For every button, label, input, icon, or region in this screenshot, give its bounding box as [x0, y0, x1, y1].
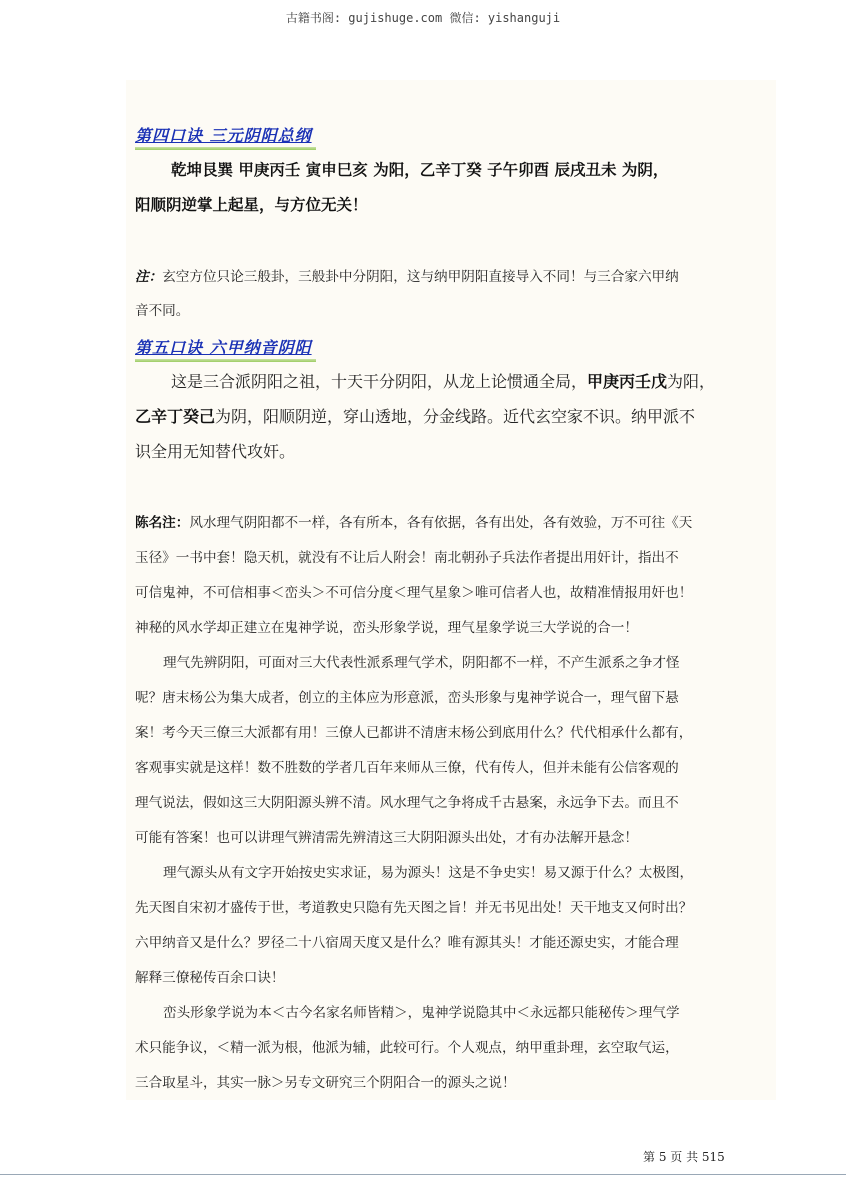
commentary-line-9: 可能有答案！也可以讲理气辨清需先辨清这三大阴阳源头出处，才有办法解开悬念！ — [135, 830, 638, 846]
section4-heading-text: 第四口诀 三元阴阳总纲 — [135, 126, 312, 145]
commentary-line-16: 三合取星斗，其实一脉＞另专文研究三个阴阳合一的源头之说！ — [135, 1075, 516, 1091]
section5-heading-text: 第五口诀 六甲纳音阴阳 — [135, 338, 312, 357]
note-label: 注： — [135, 269, 163, 285]
section5-heading — [135, 335, 312, 358]
section4-note-line1 — [135, 265, 679, 285]
heading-underline-decoration — [135, 359, 316, 362]
section4-rule-line2: 阳顺阴逆掌上起星，与方位无关！ — [135, 195, 368, 214]
heading-underline-decoration — [135, 147, 316, 150]
section4-note-line2: 音不同。 — [135, 303, 190, 319]
commentary-line-13: 解释三僚秘传百余口诀！ — [135, 970, 285, 986]
section4-heading — [135, 123, 312, 146]
yang-stems: 甲庚丙壬戊 — [587, 372, 668, 391]
commentary-line-1: 玉径》一书中套！隐天机，就没有不让后人附会！南北朝孙子兵法作者提出用奸计，指出不 — [135, 550, 679, 566]
watermark-header: 古籍书阁: gujishuge.com 微信: yishanguji — [285, 11, 561, 25]
yin-stems: 乙辛丁癸己 — [135, 407, 216, 426]
commentary-line-10: 理气源头从有文字开始按史实求证，易为源头！这是不争史实！易又源于什么？太极图， — [163, 865, 694, 881]
section5-p1-line2 — [135, 404, 695, 427]
commentary-line-6: 案！考今天三僚三大派都有用！三僚人已都讲不清唐末杨公到底用什么？代代相承什么都有， — [135, 725, 693, 741]
commentary-line-12: 六甲纳音又是什么？罗径二十八宿周天度又是什么？唯有源其头！才能还源史实，才能合理 — [135, 935, 679, 951]
commentary-line-4: 理气先辨阴阳，可面对三大代表性派系理气学术，阴阳都不一样，不产生派系之争才怪 — [163, 655, 680, 671]
commentary-label: 陈名注： — [135, 515, 190, 531]
commentary-line-11: 先天图自宋初才盛传于世，考道教史只隐有先天图之旨！并无书见出处！天干地支又何时出？ — [135, 900, 693, 916]
p1-line2-text: 为阴，阳顺阴逆，穿山透地，分金线路。近代玄空家不识。纳甲派不 — [215, 407, 696, 426]
commentary-line-15: 术只能争议，＜精一派为根，他派为辅，此较可行。个人观点，纳甲重卦理，玄空取气运， — [135, 1040, 679, 1056]
commentary-line-3: 神秘的风水学却正建立在鬼神学说，峦头形象学说，理气星象学说三大学说的合一！ — [135, 620, 638, 636]
p1-line1-tail: 为阳， — [667, 372, 716, 391]
commentary-line-8: 理气说法，假如这三大阴阳源头辨不清。风水理气之争将成千古悬案，永远争下去。而且不 — [135, 795, 679, 811]
commentary-line-2: 可信鬼神，不可信相事＜峦头＞不可信分度＜理气星象＞唯可信者人也，故精准情报用奸也！ — [135, 585, 693, 601]
section5-p1-line3: 识全用无知替代攻奸。 — [135, 442, 296, 461]
commentary-line-5: 呢？唐末杨公为集大成者，创立的主体应为形意派，峦头形象与鬼神学说合一，理气留下悬 — [135, 690, 679, 706]
bottom-divider — [0, 1174, 846, 1175]
note-text-1: 玄空方位只论三般卦，三般卦中分阴阳，这与纳甲阴阳直接导入不同！与三合家六甲纳 — [162, 269, 679, 285]
page-number: 第 5 页 共 515 — [643, 1150, 725, 1164]
section5-p1-line1 — [171, 369, 715, 392]
commentary-line-0 — [135, 511, 692, 531]
commentary-line-14: 峦头形象学说为本＜古今名家名师皆精＞，鬼神学说隐其中＜永远都只能秘传＞理气学 — [163, 1005, 680, 1021]
commentary-line-7: 客观事实就是这样！数不胜数的学者几百年来师从三僚，代有传人，但并未能有公信客观的 — [135, 760, 679, 776]
p1-line1-text: 这是三合派阴阳之祖，十天干分阴阳，从龙上论惯通全局， — [171, 372, 588, 391]
commentary-text: 风水理气阴阳都不一样，各有所本，各有依据，各有出处，各有效验，万不可往《天 — [189, 515, 693, 531]
section4-rule-line1: 乾坤艮巽 甲庚丙壬 寅申巳亥 为阳，乙辛丁癸 子午卯酉 辰戌丑未 为阴， — [171, 160, 669, 179]
